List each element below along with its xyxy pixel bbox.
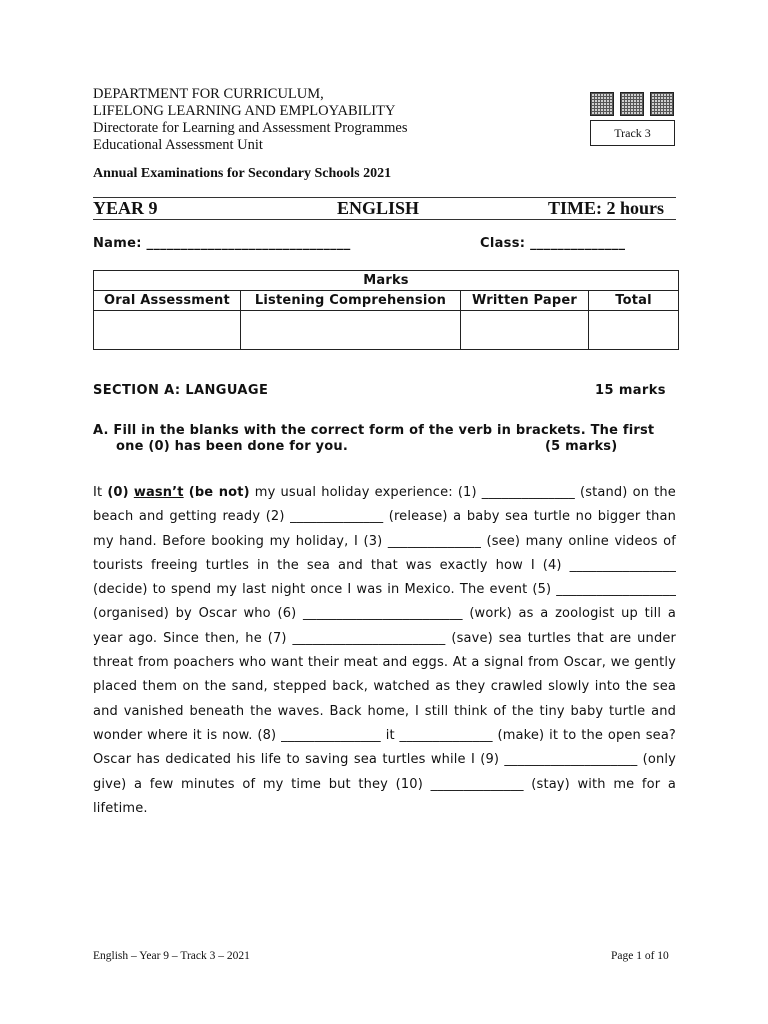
section-marks: 15 marks bbox=[595, 383, 666, 398]
marks-column-header: Listening Comprehension bbox=[241, 291, 461, 311]
marks-column-header: Oral Assessment bbox=[94, 291, 241, 311]
marks-caption: Marks bbox=[94, 271, 679, 291]
marks-cell[interactable] bbox=[94, 311, 241, 350]
marks-cell[interactable] bbox=[241, 311, 461, 350]
time-label: TIME: 2 hours bbox=[548, 198, 665, 218]
barcode-box bbox=[620, 92, 644, 116]
track-label: Track 3 bbox=[590, 120, 675, 146]
department-header bbox=[93, 86, 407, 154]
footer-left: English – Year 9 – Track 3 – 2021 bbox=[93, 950, 250, 962]
barcode-box bbox=[650, 92, 674, 116]
marks-cell[interactable] bbox=[461, 311, 589, 350]
header-line: Directorate for Learning and Assessment Programmes bbox=[93, 120, 408, 136]
name-field[interactable]: Name: ______________________________ bbox=[93, 236, 351, 251]
barcode-boxes bbox=[590, 92, 674, 116]
marks-column-header: Total bbox=[589, 291, 679, 311]
barcode-box bbox=[590, 92, 614, 116]
example-number: (0) bbox=[107, 485, 129, 500]
title-band bbox=[93, 197, 676, 220]
header-line: DEPARTMENT FOR CURRICULUM, bbox=[93, 86, 324, 102]
page-number: Page 1 of 10 bbox=[611, 950, 669, 962]
marks-table bbox=[93, 270, 679, 350]
header-line: Educational Assessment Unit bbox=[93, 137, 263, 153]
instruction-line-1: A. Fill in the blanks with the correct form of the verb in brackets. The first bbox=[93, 423, 655, 438]
example-verb: (be not) bbox=[188, 485, 250, 500]
exam-title: Annual Examinations for Secondary Schools 2021 bbox=[93, 166, 392, 181]
section-title: SECTION A: LANGUAGE bbox=[93, 383, 269, 398]
instruction-marks: (5 marks) bbox=[545, 439, 618, 454]
passage-it: It bbox=[93, 485, 103, 500]
subject-label: ENGLISH bbox=[337, 198, 420, 218]
passage-text: my usual holiday experience: (1) ______________ (stand) on the beach and getting ready (2) ______________ (release) a baby sea turtle no bigger than my hand. Before booking my holiday, I (3) ______________ (see) many online videos of tourists freeing turtles in the sea and that was exactly how I (4) ________________ (decide) to spend my last night once I was in Mexico. The event (5) __________________ (organised) by Oscar who (6) ________________________ (work) as a zoologist up till a year ago. Since then, he (7) _______________________ (save) sea turtles that are under threat from poachers who want their meat and eggs. At a signal from Oscar, we gently placed them on the sand, stepped back, watched as they crawled slowly into the sea and vanished beneath the waves. Back home, I still think of the tiny baby turtle and wonder where it is now. (8) _______________ it ______________ (make) it to the open sea? Oscar has dedicated his life to saving sea turtles while I (9) ____________________ (only give) a few minutes of my time but they (10) ______________ (stay) with me for a lifetime. bbox=[93, 485, 676, 816]
year-label: YEAR 9 bbox=[93, 198, 158, 218]
example-answer: wasn’t bbox=[133, 485, 184, 500]
marks-column-header: Written Paper bbox=[461, 291, 589, 311]
instruction-line-2: one (0) has been done for you. bbox=[116, 439, 348, 454]
header-line: LIFELONG LEARNING AND EMPLOYABILITY bbox=[93, 103, 396, 119]
marks-cell[interactable] bbox=[589, 311, 679, 350]
passage bbox=[93, 481, 676, 821]
instruction bbox=[93, 423, 678, 455]
class-field[interactable]: Class: ______________ bbox=[480, 236, 626, 251]
